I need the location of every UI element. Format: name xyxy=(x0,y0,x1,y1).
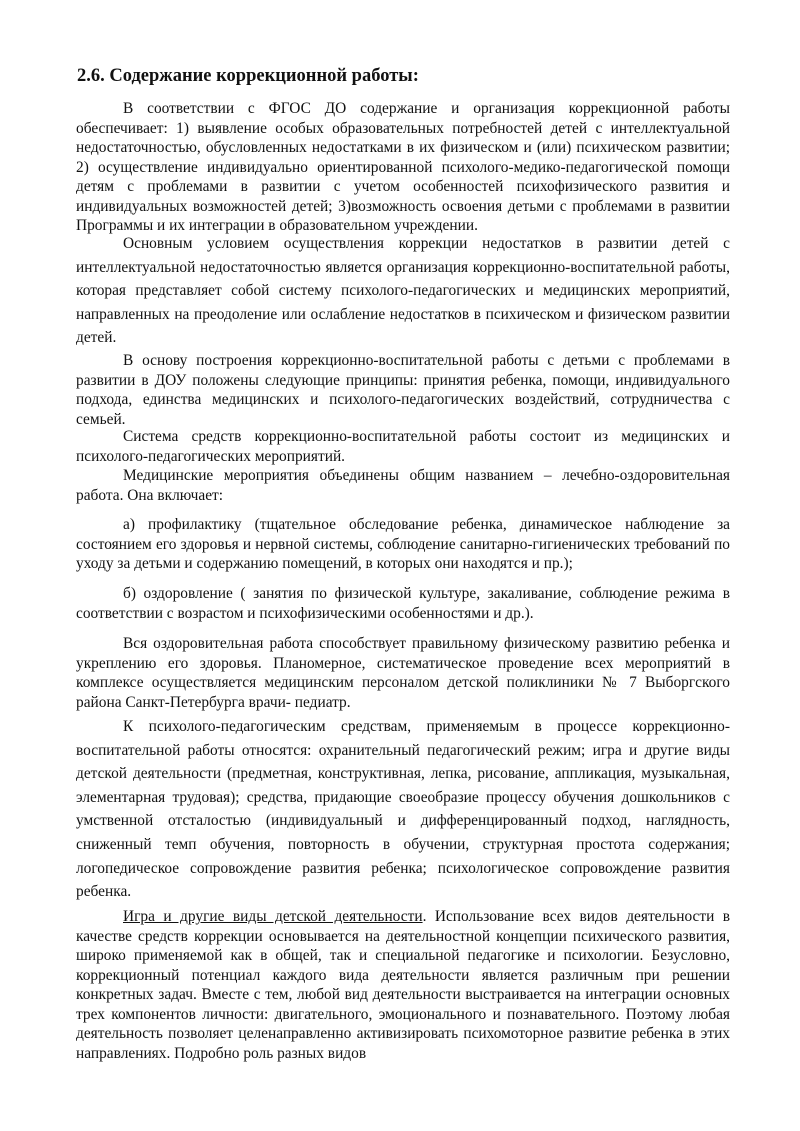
paragraph-medical-measures: Медицинские мероприятия объединены общим названием – лечебно-оздоровительная работа. Она включает: xyxy=(76,467,730,504)
paragraph-health-improvement: б) оздоровление ( занятия по физической культуре, закаливание, соблюдение режима в соответствии с возрастом и психофизическими особенностями и др.). xyxy=(76,585,730,622)
paragraph-psych-ped-means: К психолого-педагогическим средствам, применяемым в процессе коррекционно-воспитательной работы относятся: охранительный педагогический режим; игра и другие виды детской деятельности (предметная, конструктивная, лепка, рисование, аппликация, музыкальная, элементарная трудовая); средства, придающие своеобразие процессу обучения дошкольников с умственной отсталостью (индивидуальный и дифференцированный подход, наглядность, сниженный темп обучения, повторность в обучении, структурная простота содержания; логопедическое сопровождение развития ребенка; психологическое сопровождение развития ребенка. xyxy=(76,718,730,901)
paragraph-prevention: а) профилактику (тщательное обследование ребенка, динамическое наблюдение за состоянием его здоровья и нервной системы, соблюдение санитарно-гигиенических требований по уходу за детьми и содержанию помещений, в которых они находятся и пр.); xyxy=(76,516,730,572)
paragraph-system-of-means: Система средств коррекционно-воспитательной работы состоит из медицинских и психолого-педагогических мероприятий. xyxy=(76,428,730,465)
paragraph-health-work: Вся оздоровительная работа способствует правильному физическому развитию ребенка и укреплению его здоровья. Планомерное, систематическое проведение всех мероприятий в комплексе осуществляется медицинским персоналом детской поликлиники № 7 Выборгского района Санкт-Петербурга врачи- педиатр. xyxy=(76,635,730,711)
paragraph-main-condition: Основным условием осуществления коррекции недостатков в развитии детей с интеллектуальной недостаточностью является организация коррекционно-воспитательной работы, которая представляет собой систему психолого-педагогических и медицинских мероприятий, направленных на преодоление или ослабление недостатков в психическом и физическом развитии детей. xyxy=(76,235,730,347)
paragraph-play-activities-text: . Использование всех видов деятельности в качестве средств коррекции основывается на деятельностной концепции психического развития, широко применяемой как в общей, так и специальной педагогике и психологии. Безусловно, коррекционный потенциал каждого вида деятельности является различным при решении конкретных задач. Вместе с тем, любой вид деятельности выстраивается на интеграции основных трех компонентов личности: двигательного, эмоционального и познавательного. Поэтому любая деятельность позволяет целенаправленно активизировать психомоторное развитие ребенка в этих направлениях. Подробно роль разных видов xyxy=(76,908,731,1062)
paragraph-play-activities xyxy=(76,907,730,1063)
paragraph-fgos-content: В соответствии с ФГОС ДО содержание и организация коррекционной работы обеспечивает: 1) выявление особых образовательных потребностей детей с интеллектуальной недостаточностью, обусловленных недостатками в их физическом и (или) психическом развитии; 2) осуществление индивидуально ориентированной психолого-медико-педагогической помощи детям с проблемами в развитии с учетом особенностей психофизического развития и индивидуальных возможностей детей; 3)возможность освоения детьми с проблемами в развитии Программы и их интеграции в образовательном учреждении. xyxy=(76,100,730,234)
underlined-lead: Игра и другие виды детской деятельности xyxy=(123,908,423,925)
section-heading: 2.6. Содержание коррекционной работы: xyxy=(77,66,419,86)
paragraph-principles: В основу построения коррекционно-воспитательной работы с детьми с проблемами в развитии в ДОУ положены следующие принципы: принятия ребенка, помощи, индивидуального подхода, единства медицинских и психолого-педагогических воздействий, сотрудничества с семьей. xyxy=(76,352,730,428)
